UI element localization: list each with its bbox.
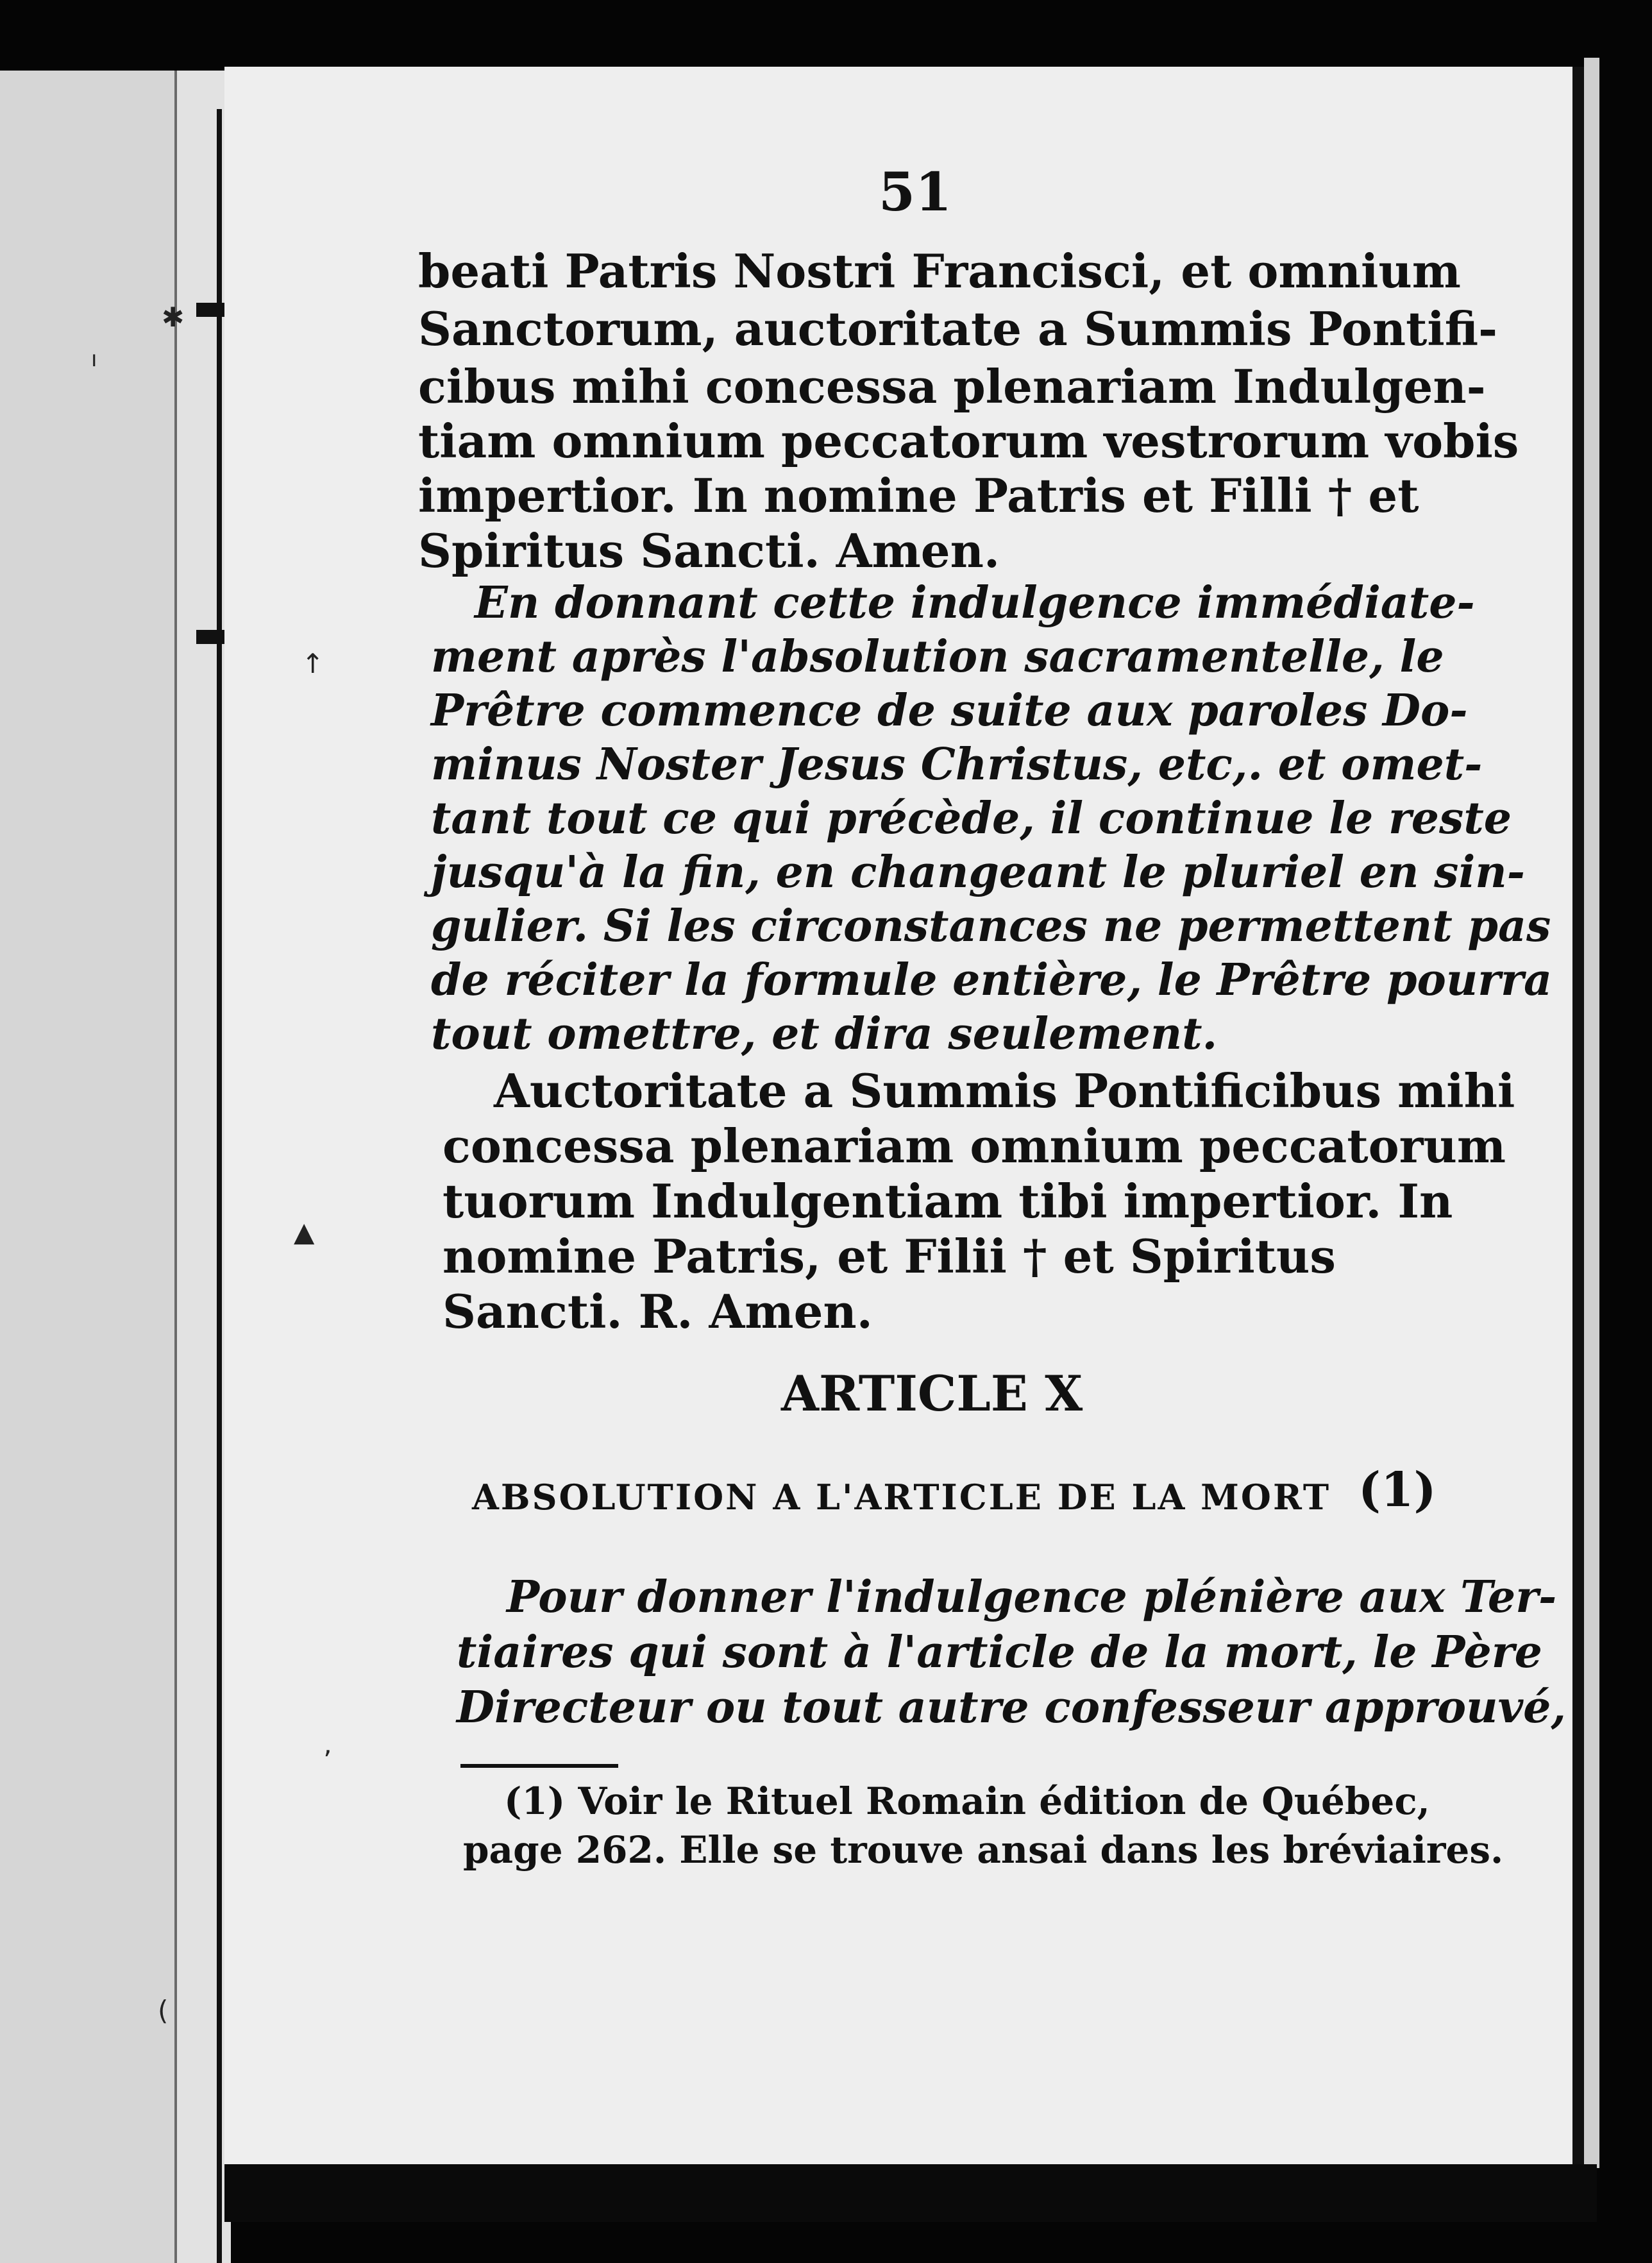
body-line: tiam omnium peccatorum vestrorum vobis <box>418 414 1519 468</box>
footnote-line: (1) Voir le Rituel Romain édition de Québec, <box>504 1779 1430 1823</box>
formula-line: nomine Patris, et Filii † et Spiritus <box>442 1229 1336 1284</box>
rubric-line: de réciter la formule entière, le Prêtre pourra <box>431 954 1553 1006</box>
left-page <box>0 71 186 2263</box>
spine-line <box>217 109 222 2263</box>
rubric-line: tout omettre, et dira seulement. <box>431 1008 1218 1060</box>
rubric-line: jusqu'à la fin, en changeant le pluriel en sin- <box>431 847 1525 898</box>
scan-mark: ▲ <box>294 1216 315 1248</box>
section-heading: ABSOLUTION A L'ARTICLE DE LA MORT <box>472 1477 1331 1518</box>
body-line: Sanctorum, auctoritate a Summis Pontifi- <box>418 301 1497 356</box>
rubric-line: minus Noster Jesus Christus, etc,. et omet- <box>431 739 1483 790</box>
page-edge-bottom <box>224 2164 1597 2222</box>
formula-line: concessa plenariam omnium peccatorum <box>442 1119 1506 1173</box>
section-footnote-marker: (1) <box>1358 1462 1437 1518</box>
footnote-line: page 262. Elle se trouve ansai dans les bréviaires. <box>463 1828 1504 1872</box>
rubric-line: Prêtre commence de suite aux paroles Do- <box>431 685 1468 736</box>
rubric-line: En donnant cette indulgence immédiate- <box>475 577 1475 629</box>
page-edge-right <box>1584 58 1599 2168</box>
article-heading: ARTICLE X <box>781 1365 1083 1422</box>
formula-line: Sancti. R. Amen. <box>442 1284 873 1339</box>
scan-mark: ʼ <box>323 1745 332 1776</box>
formula-line: Auctoritate a Summis Pontificibus mihi <box>494 1064 1515 1118</box>
left-page-edge <box>174 71 231 2263</box>
instruction-line: tiaires qui sont à l'article de la mort, le Père <box>457 1627 1542 1678</box>
body-line: cibus mihi concessa plenariam Indulgen- <box>418 359 1486 414</box>
scan-mark: ı <box>91 346 97 372</box>
formula-line: tuorum Indulgentiam tibi impertior. In <box>442 1174 1453 1228</box>
rubric-line: ment après l'absolution sacramentelle, le <box>431 631 1444 682</box>
scan-mark: ( <box>158 1995 169 2026</box>
instruction-line: Directeur ou tout autre confesseur approuvé, <box>457 1682 1567 1733</box>
body-line: impertior. In nomine Patris et Filli † et <box>418 468 1419 523</box>
body-line: Spiritus Sancti. Amen. <box>418 523 1000 578</box>
rubric-line: gulier. Si les circonstances ne permettent pas <box>431 901 1551 952</box>
body-line: beati Patris Nostri Francisci, et omnium <box>418 244 1461 298</box>
page-number: 51 <box>879 162 952 223</box>
rubric-line: tant tout ce qui précède, il continue le reste <box>431 793 1512 844</box>
scan-mark: ✱ <box>162 301 185 333</box>
footnote-rule <box>460 1764 618 1768</box>
instruction-line: Pour donner l'indulgence plénière aux Ter- <box>507 1572 1557 1623</box>
scan-mark: ↑ <box>301 648 324 679</box>
